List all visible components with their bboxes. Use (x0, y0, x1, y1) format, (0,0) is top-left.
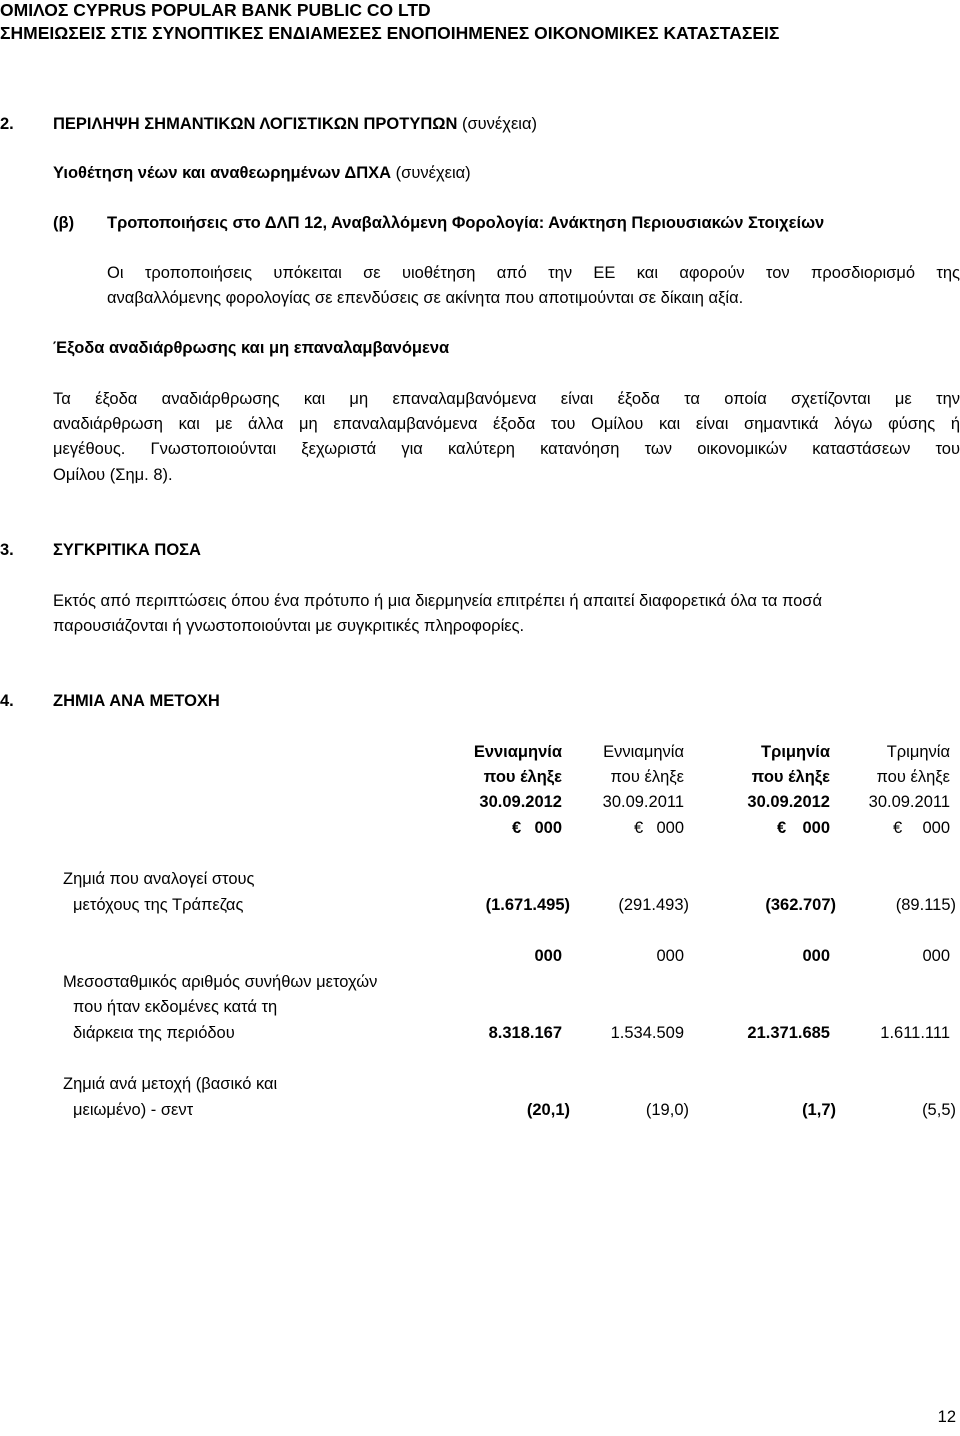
shares-value-col-4: 1.611.111 (880, 1024, 950, 1042)
col-3-unit: 000 (802, 819, 830, 837)
col-2-ended: που έληξε (610, 768, 684, 786)
eps-value-col-1: (20,1) (526, 1101, 570, 1119)
section-3-title: ΣΥΓΚΡΙΤΙΚΑ ΠΟΣΑ (53, 541, 201, 559)
company-title: ΟΜΙΛΟΣ CYPRUS POPULAR BANK PUBLIC CO LTD (0, 0, 431, 20)
col-3-currency: € (777, 819, 787, 837)
restructuring-text-line-2: αναδιάρθρωση και με άλλα μη επαναλαμβανόμενα έξοδα του Ομίλου και είναι σημαντικά λόγω φύσης ή (53, 415, 960, 433)
col-3-period: Τριμηνία (761, 743, 830, 761)
loss-value-col-1: (1.671.495) (485, 896, 570, 914)
shares-unit-col-1: 000 (534, 947, 562, 965)
sub-heading-suffix: (συνέχεια) (395, 164, 471, 182)
shares-unit-col-2: 000 (656, 947, 684, 965)
col-4-ended: που έληξε (876, 768, 950, 786)
restructuring-text-line-1: Τα έξοδα αναδιάρθρωσης και μη επαναλαμβανόμενα είναι έξοδα τα οποία σχετίζονται με την (53, 390, 960, 408)
restructuring-heading: Έξοδα αναδιάρθρωσης και μη επαναλαμβανόμενα (53, 339, 450, 357)
loss-value-col-2: (291.493) (618, 896, 689, 914)
section-2-heading (53, 115, 537, 134)
section-4-title: ΖΗΜΙΑ ΑΝΑ ΜΕΤΟΧΗ (53, 692, 220, 710)
col-1-unit: 000 (534, 819, 562, 837)
section-3-text-line-2: παρουσιάζονται ή γνωστοποιούνται με συγκριτικές πληροφορίες. (53, 617, 525, 635)
item-text-line-2: αναβαλλόμενης φορολογίας σε επενδύσεις σε ακίνητα που αποτιμούνται σε δίκαιη αξία. (107, 289, 744, 307)
shares-unit-col-4: 000 (922, 947, 950, 965)
loss-label-line-2: μετόχους της Τράπεζας (73, 896, 244, 914)
shares-label-line-3: διάρκεια της περιόδου (73, 1024, 235, 1042)
col-1-ended: που έληξε (483, 768, 562, 786)
section-4-number: 4. (0, 692, 14, 710)
loss-value-col-3: (362.707) (765, 896, 836, 914)
col-3-ended: που έληξε (751, 768, 830, 786)
col-2-currency: € (634, 819, 644, 837)
col-1-period: Εννιαμηνία (473, 743, 562, 761)
section-2-title-suffix: (συνέχεια) (461, 115, 538, 133)
loss-label-line-1: Ζημιά που αναλογεί στους (63, 870, 255, 888)
col-2-date: 30.09.2011 (602, 793, 684, 811)
restructuring-text-line-3: μεγέθους. Γνωστοποιούνται ξεχωριστά για καλύτερη κατανόηση των οικονομικών καταστάσεων του (53, 440, 960, 458)
shares-value-col-1: 8.318.167 (488, 1024, 562, 1042)
section-2-title: ΠΕΡΙΛΗΨΗ ΣΗΜΑΝΤΙΚΩΝ ΛΟΓΙΣΤΙΚΩΝ ΠΡΟΤΥΠΩΝ (53, 115, 458, 133)
col-4-currency: € (893, 819, 903, 837)
shares-value-col-2: 1.534.509 (610, 1024, 684, 1042)
loss-value-col-4: (89.115) (895, 896, 956, 914)
item-text-line-1: Οι τροποποιήσεις υπόκειται σε υιοθέτηση από την ΕΕ και αφορούν τον προσδιορισμό της (107, 264, 960, 282)
col-2-period: Εννιαμηνία (603, 743, 684, 761)
sub-heading-title: Υιοθέτηση νέων και αναθεωρημένων ΔΠΧΑ (53, 164, 392, 182)
item-label: (β) (53, 214, 75, 232)
col-3-date: 30.09.2012 (747, 793, 830, 811)
col-4-date: 30.09.2011 (868, 793, 950, 811)
section-3-text-line-1: Εκτός από περιπτώσεις όπου ένα πρότυπο ή μια διερμηνεία επιτρέπει ή απαιτεί διαφορετικά όλα τα ποσά (53, 592, 822, 610)
col-1-currency: € (512, 819, 522, 837)
shares-label-line-1: Μεσοσταθμικός αριθμός συνήθων μετοχών (63, 973, 378, 991)
shares-unit-col-3: 000 (802, 947, 830, 965)
eps-value-col-3: (1,7) (802, 1101, 836, 1119)
document-subtitle: ΣΗΜΕΙΩΣΕΙΣ ΣΤΙΣ ΣΥΝΟΠΤΙΚΕΣ ΕΝΔΙΑΜΕΣΕΣ ΕΝΟΠΟΙΗΜΕΝΕΣ ΟΙΚΟΝΟΜΙΚΕΣ ΚΑΤΑΣΤΑΣΕΙΣ (0, 23, 780, 43)
item-title: Τροποποιήσεις στο ΔΛΠ 12, Αναβαλλόμενη Φορολογία: Ανάκτηση Περιουσιακών Στοιχείων (107, 214, 825, 232)
page-number: 12 (937, 1408, 956, 1426)
shares-label-line-2: που ήταν εκδομένες κατά τη (73, 998, 278, 1016)
col-1-date: 30.09.2012 (479, 793, 562, 811)
col-4-unit: 000 (922, 819, 950, 837)
section-2-number: 2. (0, 115, 14, 133)
eps-value-col-2: (19,0) (645, 1101, 689, 1119)
shares-value-col-3: 21.371.685 (747, 1024, 830, 1042)
sub-heading (53, 164, 471, 183)
col-2-unit: 000 (656, 819, 684, 837)
restructuring-text-line-4: Ομίλου (Σημ. 8). (53, 466, 173, 484)
section-3-number: 3. (0, 541, 14, 559)
eps-value-col-4: (5,5) (922, 1101, 956, 1119)
eps-label-line-2: μειωμένο) - σεντ (73, 1101, 194, 1119)
eps-label-line-1: Ζημιά ανά μετοχή (βασικό και (63, 1075, 278, 1093)
col-4-period: Τριμηνία (886, 743, 950, 761)
